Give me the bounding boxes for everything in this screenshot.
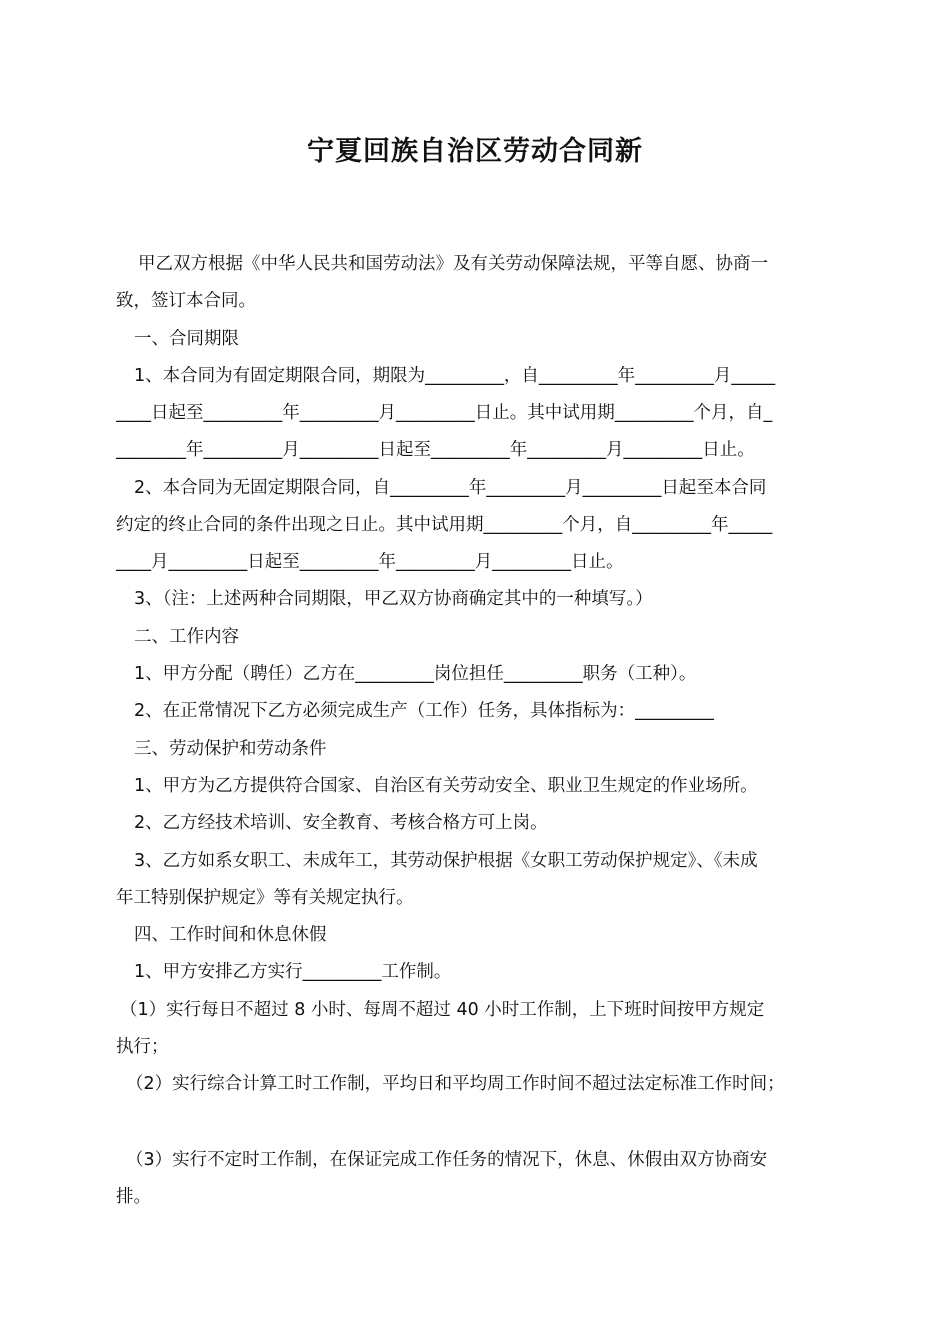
paragraph-line: 1、甲方安排乙方实行_________工作制。 xyxy=(134,962,452,982)
paragraph-line: （2）实行综合计算工时工作制，平均日和平均周工作时间不超过法定标准工作时间； xyxy=(126,1074,785,1094)
paragraph-line: （1）实行每日不超过 8 小时、每周不超过 40 小时工作制，上下班时间按甲方规定 xyxy=(120,1000,765,1020)
document-title: 宁夏回族自治区劳动合同新 xyxy=(307,136,643,167)
paragraph-line: 甲乙双方根据《中华人民共和国劳动法》及有关劳动保障法规，平等自愿、协商一 xyxy=(138,254,768,274)
paragraph-line: 3、（注：上述两种合同期限，甲乙双方协商确定其中的一种填写。） xyxy=(134,589,653,609)
paragraph-line: 1、甲方为乙方提供符合国家、自治区有关劳动安全、职业卫生规定的作业场所。 xyxy=(134,776,758,796)
paragraph-line: 2、在正常情况下乙方必须完成生产（工作）任务，具体指标为：_________ xyxy=(134,701,714,721)
section-heading: 二、工作内容 xyxy=(134,627,239,647)
paragraph-line: 2、乙方经技术培训、安全教育、考核合格方可上岗。 xyxy=(134,813,548,833)
section-heading: 三、劳动保护和劳动条件 xyxy=(134,739,327,759)
paragraph-line: ________年_________月_________日起至_________年_________月_________日止。 xyxy=(116,440,755,460)
paragraph-line: 1、本合同为有固定期限合同，期限为_________，自_________年_________月_____ xyxy=(134,366,776,386)
paragraph-line: ____月_________日起至_________年_________月_________日止。 xyxy=(116,552,624,572)
paragraph-line: 1、甲方分配（聘任）乙方在_________岗位担任_________职务（工种）。 xyxy=(134,664,697,684)
paragraph-line: 年工特别保护规定》等有关规定执行。 xyxy=(116,888,414,908)
section-heading: 四、工作时间和休息休假 xyxy=(134,925,327,945)
paragraph-line: ____日起至_________年_________月_________日止。其中试用期_________个月，自_ xyxy=(116,403,773,423)
paragraph-line: 致，签订本合同。 xyxy=(116,291,256,311)
section-heading: 一、合同期限 xyxy=(134,329,239,349)
paragraph-line: 约定的终止合同的条件出现之日止。其中试用期_________个月，自_________年_____ xyxy=(116,515,773,535)
paragraph-line: 排。 xyxy=(116,1187,151,1207)
paragraph-line: 执行； xyxy=(116,1037,169,1057)
paragraph-line: 3、乙方如系女职工、未成年工，其劳动保护根据《女职工劳动保护规定》、《未成 xyxy=(134,851,758,871)
paragraph-line: 2、本合同为无固定期限合同，自_________年_________月_________日起至本合同 xyxy=(134,478,767,498)
paragraph-line: （3）实行不定时工作制，在保证完成工作任务的情况下，休息、休假由双方协商安 xyxy=(126,1150,768,1170)
